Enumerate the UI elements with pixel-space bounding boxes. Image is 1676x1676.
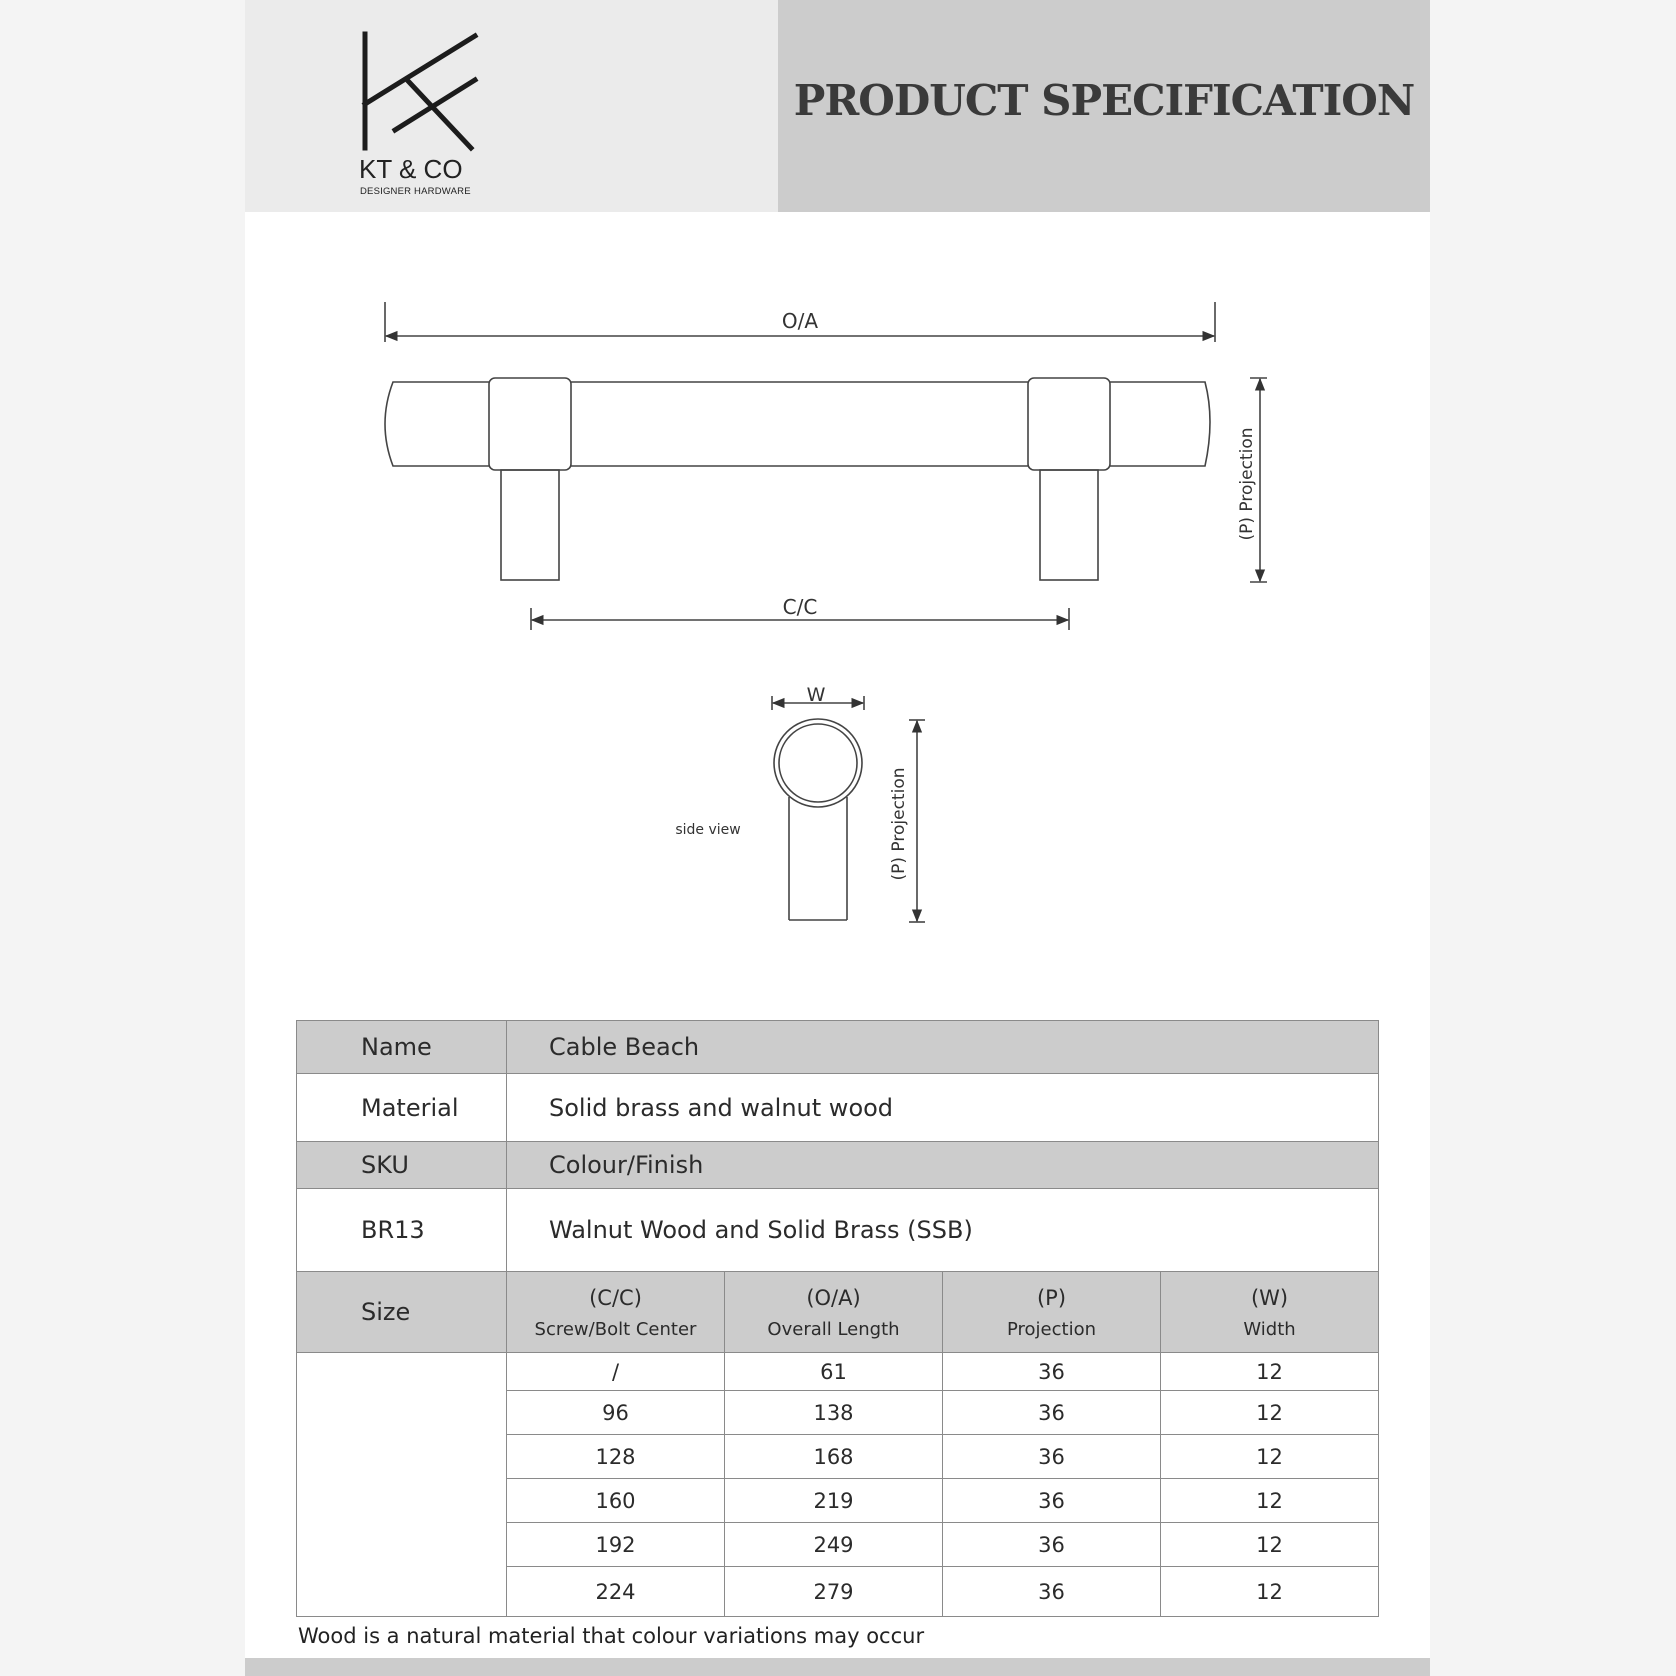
cell-oa: 61 bbox=[725, 1353, 943, 1391]
col-w-label: Width bbox=[1243, 1319, 1296, 1340]
label-oa: O/A bbox=[781, 309, 819, 333]
name-key: Name bbox=[297, 1021, 507, 1074]
collar-right bbox=[1028, 378, 1110, 470]
cell-w: 12 bbox=[1161, 1479, 1379, 1523]
leg-left bbox=[501, 470, 559, 580]
spec-table bbox=[296, 1020, 1379, 1617]
cell-p: 36 bbox=[943, 1435, 1161, 1479]
page-title: PRODUCT SPECIFICATION bbox=[793, 76, 1415, 125]
wood-note: Wood is a natural material that colour variations may occur bbox=[298, 1624, 925, 1648]
spec-sheet bbox=[245, 0, 1430, 1676]
label-cc: C/C bbox=[782, 595, 818, 619]
size-key: Size bbox=[297, 1272, 507, 1353]
col-w-header bbox=[1161, 1272, 1379, 1353]
row-material bbox=[297, 1074, 1379, 1142]
row-size-header bbox=[297, 1272, 1379, 1353]
cell-w: 12 bbox=[1161, 1391, 1379, 1435]
side-view-inner-circle bbox=[779, 724, 857, 802]
cell-oa: 168 bbox=[725, 1435, 943, 1479]
cell-oa: 249 bbox=[725, 1523, 943, 1567]
cell-oa: 279 bbox=[725, 1567, 943, 1617]
sku-key: SKU bbox=[297, 1142, 507, 1189]
side-view-outer-circle bbox=[774, 719, 862, 807]
label-side-projection: (P) Projection bbox=[889, 767, 909, 881]
col-cc-header bbox=[507, 1272, 725, 1353]
col-p-code: (P) bbox=[1036, 1286, 1067, 1310]
cell-p: 36 bbox=[943, 1391, 1161, 1435]
label-width: W bbox=[806, 684, 826, 706]
label-side-view: side view bbox=[675, 822, 741, 838]
cell-cc: 128 bbox=[507, 1435, 725, 1479]
cell-cc: 96 bbox=[507, 1391, 725, 1435]
size-spacer bbox=[297, 1353, 507, 1617]
cell-p: 36 bbox=[943, 1567, 1161, 1617]
cell-oa: 219 bbox=[725, 1479, 943, 1523]
name-value: Cable Beach bbox=[507, 1021, 1379, 1074]
logo-tagline: DESIGNER HARDWARE bbox=[360, 186, 471, 197]
cell-cc: 192 bbox=[507, 1523, 725, 1567]
col-p-label: Projection bbox=[1006, 1319, 1096, 1340]
cell-w: 12 bbox=[1161, 1523, 1379, 1567]
row-name bbox=[297, 1021, 1379, 1074]
col-oa-code: (O/A) bbox=[806, 1286, 861, 1310]
cell-w: 12 bbox=[1161, 1353, 1379, 1391]
cell-cc: 160 bbox=[507, 1479, 725, 1523]
collar-left bbox=[489, 378, 571, 470]
cell-p: 36 bbox=[943, 1523, 1161, 1567]
leg-right bbox=[1040, 470, 1098, 580]
row-sku-header bbox=[297, 1142, 1379, 1189]
table-row bbox=[297, 1353, 1379, 1391]
technical-drawing bbox=[245, 0, 1430, 1000]
col-oa-label: Overall Length bbox=[767, 1319, 900, 1340]
cell-cc: 224 bbox=[507, 1567, 725, 1617]
col-w-code: (W) bbox=[1250, 1286, 1289, 1310]
label-projection: (P) Projection bbox=[1237, 427, 1257, 541]
logo-name: KT & CO bbox=[359, 154, 463, 184]
cell-p: 36 bbox=[943, 1353, 1161, 1391]
material-value: Solid brass and walnut wood bbox=[507, 1074, 1379, 1142]
col-cc-code: (C/C) bbox=[589, 1286, 642, 1310]
cell-w: 12 bbox=[1161, 1435, 1379, 1479]
colour-value: Walnut Wood and Solid Brass (SSB) bbox=[507, 1189, 1379, 1272]
cell-w: 12 bbox=[1161, 1567, 1379, 1617]
cell-p: 36 bbox=[943, 1479, 1161, 1523]
sku-value: BR13 bbox=[297, 1189, 507, 1272]
col-oa-header bbox=[725, 1272, 943, 1353]
cell-cc: / bbox=[507, 1353, 725, 1391]
cell-oa: 138 bbox=[725, 1391, 943, 1435]
footer-bar bbox=[245, 1658, 1430, 1676]
colour-key: Colour/Finish bbox=[507, 1142, 1379, 1189]
col-p-header bbox=[943, 1272, 1161, 1353]
row-sku-value bbox=[297, 1189, 1379, 1272]
col-cc-label: Screw/Bolt Center bbox=[534, 1319, 697, 1340]
material-key: Material bbox=[297, 1074, 507, 1142]
